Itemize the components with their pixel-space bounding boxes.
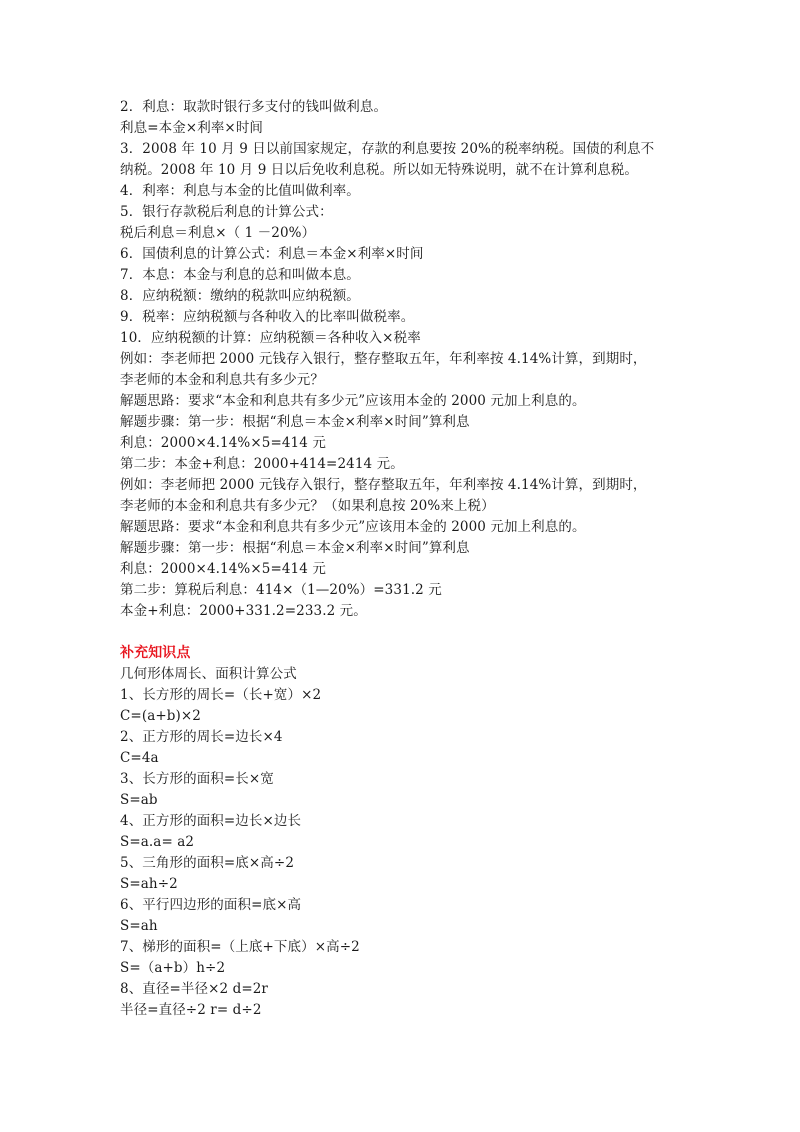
text-line: 解题思路：要求“本金和利息共有多少元”应该用本金的 2000 元加上利息的。	[120, 519, 586, 535]
text-line: 例如：李老师把 2000 元钱存入银行，整存整取五年，年利率按 4.14%计算，到期时，	[120, 477, 647, 493]
text-line: 7．本息：本金与利息的总和叫做本息。	[120, 267, 360, 283]
text-line: S=ah÷2	[120, 876, 178, 892]
text-line: C=(a+b)×2	[120, 708, 201, 724]
text-line: 3．2008 年 10 月 9 日以前国家规定，存款的利息要按 20%的税率纳税。国债的利息不	[120, 141, 655, 157]
text-line: 10．应纳税额的计算：应纳税额＝各种收入×税率	[120, 330, 421, 346]
text-line: 8、直径=半径×2 d=2r	[120, 981, 268, 997]
document-page	[120, 97, 680, 1021]
section-interest	[120, 97, 680, 622]
text-line: S=a.a= a2	[120, 834, 195, 850]
text-line: 5、三角形的面积=底×高÷2	[120, 855, 295, 871]
supplement-heading: 补充知识点	[120, 645, 191, 661]
text-line: 第二步：算税后利息：414×（1—20%）=331.2 元	[120, 582, 442, 598]
text-line: 5．银行存款税后利息的计算公式：	[120, 204, 333, 220]
text-line: 解题步骤：第一步：根据“利息＝本金×利率×时间”算利息	[120, 540, 470, 556]
section-supplement	[120, 643, 680, 1021]
section-spacer	[120, 622, 680, 643]
text-line: 6、平行四边形的面积=底×高	[120, 897, 302, 913]
text-line: 9．税率：应纳税额与各种收入的比率叫做税率。	[120, 309, 415, 325]
text-line: C=4a	[120, 750, 159, 766]
text-line: 几何形体周长、面积计算公式	[120, 666, 297, 682]
text-line: 税后利息＝利息×（ 1 －20%）	[120, 225, 316, 241]
text-line: 8．应纳税额：缴纳的税款叫应纳税额。	[120, 288, 360, 304]
text-line: 本金+利息：2000+331.2=233.2 元。	[120, 603, 367, 619]
text-line: 2、正方形的周长=边长×4	[120, 729, 283, 745]
text-line: S=ah	[120, 918, 158, 934]
text-line: 4、正方形的面积=边长×边长	[120, 813, 302, 829]
text-line: 李老师的本金和利息共有多少元？	[120, 372, 324, 388]
text-line: 利息：2000×4.14%×5=414 元	[120, 561, 326, 577]
text-line: 利息：2000×4.14%×5=414 元	[120, 435, 326, 451]
text-line: 7、梯形的面积=（上底+下底）×高÷2	[120, 939, 360, 955]
text-line: 纳税。2008 年 10 月 9 日以后免收利息税。所以如无特殊说明，就不在计算利息税。	[120, 162, 638, 178]
text-line: 4．利率：利息与本金的比值叫做利率。	[120, 183, 360, 199]
text-line: 李老师的本金和利息共有多少元？（如果利息按 20%来上税）	[120, 498, 495, 514]
text-line: S=（a+b）h÷2	[120, 960, 226, 976]
text-line: 1、长方形的周长=（长+宽）×2	[120, 687, 322, 703]
text-line: 第二步：本金+利息：2000+414=2414 元。	[120, 456, 404, 472]
text-line: 6．国债利息的计算公式：利息＝本金×利率×时间	[120, 246, 424, 262]
text-line: 利息=本金×利率×时间	[120, 120, 264, 136]
text-line: S=ab	[120, 792, 158, 808]
text-line: 解题思路：要求“本金和利息共有多少元”应该用本金的 2000 元加上利息的。	[120, 393, 586, 409]
text-line: 解题步骤：第一步：根据“利息＝本金×利率×时间”算利息	[120, 414, 470, 430]
text-line: 例如：李老师把 2000 元钱存入银行，整存整取五年，年利率按 4.14%计算，到期时，	[120, 351, 647, 367]
text-line: 2．利息：取款时银行多支付的钱叫做利息。	[120, 99, 388, 115]
text-line: 3、长方形的面积=长×宽	[120, 771, 274, 787]
text-line: 半径=直径÷2 r= d÷2	[120, 1002, 262, 1018]
